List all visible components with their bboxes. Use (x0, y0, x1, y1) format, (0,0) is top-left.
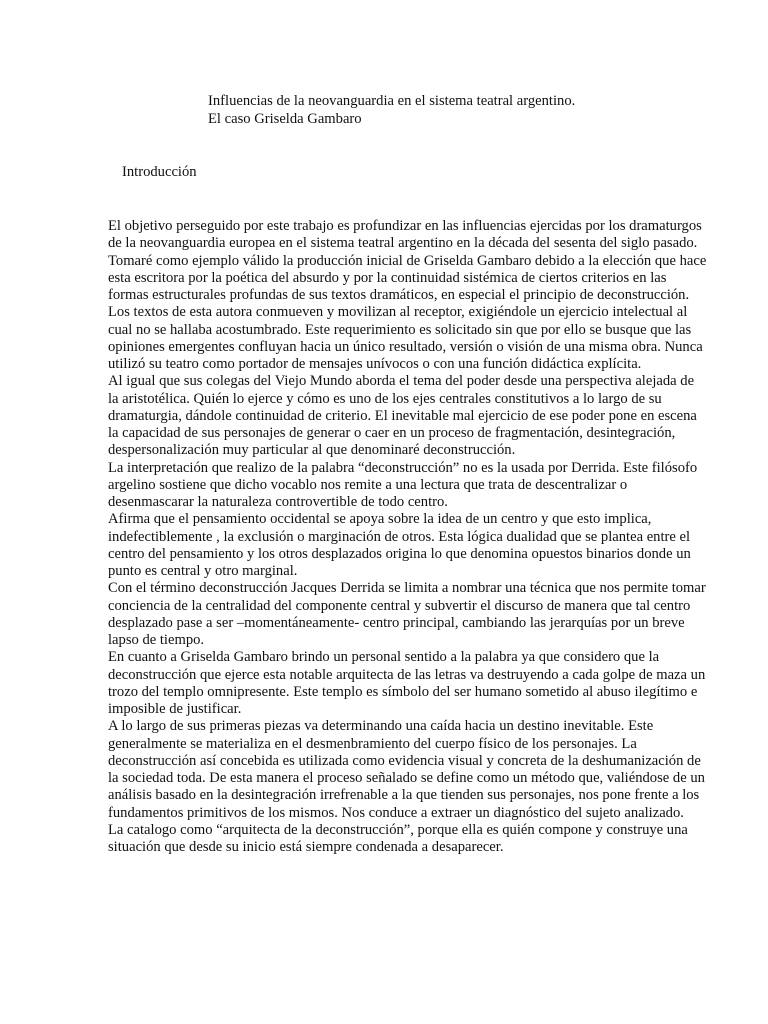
document-title (208, 93, 575, 128)
paragraph: Con el término deconstrucción Jacques Derrida se limita a nombrar una técnica que nos permite tomar conciencia de la centralidad del componente central y subvertir el discurso de manera que tal centro desplazado pase a ser –momentáneamente- centro principal, cambiando las jerarquías por un breve lapso de tiempo. (108, 580, 706, 648)
paragraph: A lo largo de sus primeras piezas va determinando una caída hacia un destino inevitable. Este generalmente se materializa en el desmenbramiento del cuerpo físico de los personajes. La deconstrucción así concebida es utilizada como evidencia visual y concreta de la deshumanización de la sociedad toda. De esta manera el proceso señalado se define como un método que, valiéndose de un análisis basado en la desintegración irrefrenable a la que tienden sus personajes, nos pone frente a los fundamentos primitivos de los mismos. Nos conduce a extraer un diagnóstico del sujeto analizado. (108, 718, 705, 821)
paragraph: La catalogo como “arquitecta de la deconstrucción”, porque ella es quién compone y construye una situación que desde su inicio está siempre condenada a desaparecer. (108, 821, 688, 855)
section-heading-introduccion: Introducción (122, 164, 197, 180)
paragraph: Los textos de esta autora conmueven y movilizan al receptor, exigiéndole un ejercicio intelectual al cual no se hallaba acostumbrado. Este requerimiento es solicitado sin que por ello se busque que las opiniones emergentes confluyan hacia un único resultado, versión o visión de una misma obra. Nunca utilizó su teatro como portador de mensajes unívocos o con una función didáctica explícita. (108, 304, 703, 372)
paragraph: Al igual que sus colegas del Viejo Mundo aborda el tema del poder desde una perspectiva alejada de la aristotélica. Quién lo ejerce y cómo es uno de los ejes centrales constitutivos a lo largo de su dramaturgia, dándole continuidad de criterio. El inevitable mal ejercicio de ese poder pone en escena la capacidad de sus personajes de generar o caer en un proceso de fragmentación, desintegración, despersonalización muy particular al que denominaré deconstrucción. (108, 373, 697, 459)
paragraph: En cuanto a Griselda Gambaro brindo un personal sentido a la palabra ya que considero que la deconstrucción que ejerce esta notable arquitecta de las letras va destruyendo a cada golpe de maza un trozo del templo omnipresente. Este templo es símbolo del ser humano sometido al abuso ilegítimo e imposible de justificar. (108, 649, 706, 717)
title-line-2: El caso Griselda Gambaro (208, 110, 362, 127)
title-line-1: Influencias de la neovanguardia en el sistema teatral argentino. (208, 93, 576, 109)
paragraph: El objetivo perseguido por este trabajo es profundizar en las influencias ejercidas por los dramaturgos de la neovanguardia europea en el sistema teatral argentino en la década del sesenta del siglo pasado. Tomaré como ejemplo válido la producción inicial de Griselda Gambaro debido a la elección que hace esta escritora por la poética del absurdo y por la continuidad sistémica de ciertos criterios en las formas estructurales profundas de sus textos dramáticos, en especial el principio de deconstrucción. (108, 218, 707, 303)
paragraph: Afirma que el pensamiento occidental se apoya sobre la idea de un centro y que esto implica, indefectiblemente , la exclusión o marginación de otros. Esta lógica dualidad que se plantea entre el centro del pensamiento y los otros desplazados origina lo que denomina opuestos binarios donde un punto es central y otro marginal. (108, 511, 691, 579)
paragraph: La interpretación que realizo de la palabra “deconstrucción” no es la usada por Derrida. Este filósofo argelino sostiene que dicho vocablo nos remite a una lectura que trata de descentralizar o desenmascarar la naturaleza controvertible de todo centro. (108, 459, 698, 510)
body-text (108, 218, 708, 856)
